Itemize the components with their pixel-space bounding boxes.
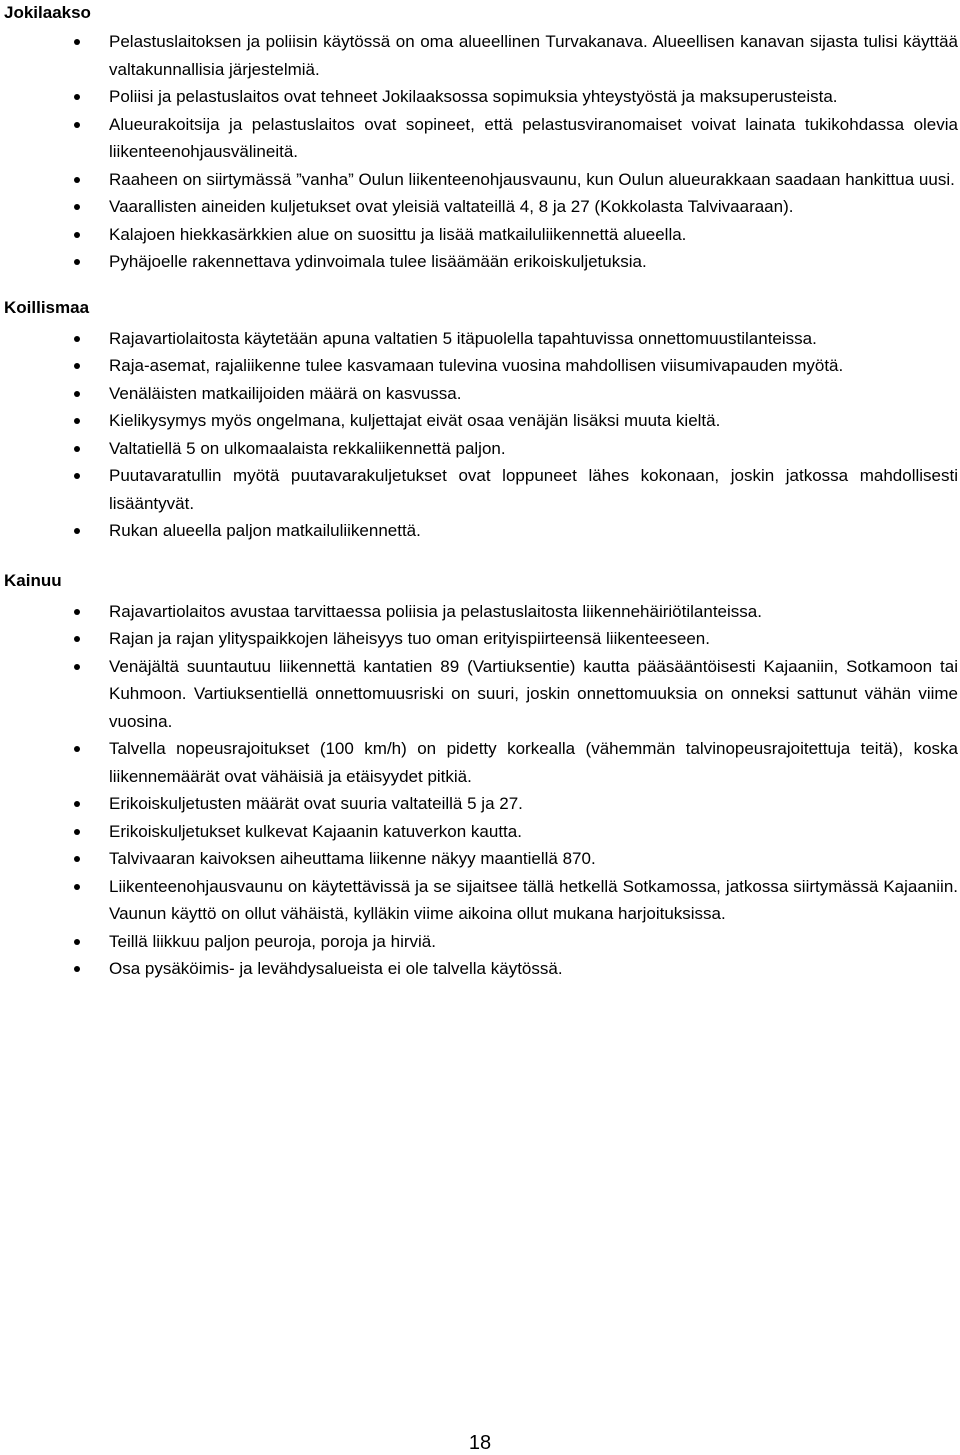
list-item-text: Pelastuslaitoksen ja poliisin käytössä on oma alueellinen Turvakanava. Alueellisen kanavan sijasta tulisi käyttää valtakunnallisia järjestelmiä. xyxy=(109,32,958,79)
bullet-list xyxy=(0,325,960,545)
bullet-icon xyxy=(74,259,80,265)
section-kainuu xyxy=(0,569,960,983)
list-item xyxy=(0,83,960,111)
section-heading: Jokilaakso xyxy=(4,3,91,22)
bullet-icon xyxy=(74,528,80,534)
list-item-text: Erikoiskuljetukset kulkevat Kajaanin katuverkon kautta. xyxy=(109,821,522,841)
list-item xyxy=(0,598,960,626)
list-item-text: Kalajoen hiekkasärkkien alue on suosittu ja lisää matkailuliikennettä alueella. xyxy=(109,224,687,244)
list-item-text: Rajavartiolaitosta käytetään apuna valtatien 5 itäpuolella tapahtuvissa onnettomuustilanteissa. xyxy=(109,328,817,348)
list-item xyxy=(0,845,960,873)
bullet-icon xyxy=(74,363,80,369)
list-item-text: Rukan alueella paljon matkailuliikennettä. xyxy=(109,521,421,540)
bullet-icon xyxy=(74,204,80,210)
list-item xyxy=(0,653,960,736)
list-item xyxy=(0,435,960,463)
list-item-text: Rajan ja rajan ylityspaikkojen läheisyys tuo oman erityispiirteensä liikenteeseen. xyxy=(109,629,710,648)
bullet-icon xyxy=(74,232,80,238)
list-item-text: Venäläisten matkailijoiden määrä on kasvussa. xyxy=(109,383,462,403)
bullet-icon xyxy=(74,746,80,752)
list-item-text: Osa pysäköimis- ja levähdysalueista ei ole talvella käytössä. xyxy=(109,959,563,978)
list-item-text: Rajavartiolaitos avustaa tarvittaessa poliisia ja pelastuslaitosta liikennehäiriötilanteissa. xyxy=(109,601,762,621)
section-jokilaakso xyxy=(0,1,960,276)
list-item xyxy=(0,352,960,380)
list-item xyxy=(0,28,960,83)
list-item xyxy=(0,325,960,353)
list-item xyxy=(0,380,960,408)
bullet-icon xyxy=(74,122,80,128)
list-item xyxy=(0,407,960,435)
list-item xyxy=(0,166,960,194)
bullet-icon xyxy=(74,609,80,615)
bullet-icon xyxy=(74,94,80,100)
bullet-icon xyxy=(74,446,80,452)
list-item xyxy=(0,462,960,517)
list-item-text: Raaheen on siirtymässä ”vanha” Oulun liikenteenohjausvaunu, kun Oulun alueurakkaan saadaan hankittua uusi. xyxy=(109,169,955,189)
list-item-text: Liikenteenohjausvaunu on käytettävissä ja se sijaitsee tällä hetkellä Sotkamossa, jatkossa siirtymässä Kajaaniin. Vaunun käyttö on ollut vähäistä, kylläkin viime aikoina ollut mukana harjoituksissa. xyxy=(109,876,958,923)
list-item-text: Kielikysymys myös ongelmana, kuljettajat eivät osaa venäjän lisäksi muuta kieltä. xyxy=(109,411,721,430)
list-item xyxy=(0,955,960,983)
list-item-text: Talvella nopeusrajoitukset (100 km/h) on pidetty korkealla (vähemmän talvinopeusrajoitettuja teitä), koska liikennemäärät ovat vähäisiä ja etäisyydet pitkiä. xyxy=(109,739,958,786)
list-item-text: Talvivaaran kaivoksen aiheuttama liikenne näkyy maantiellä 870. xyxy=(109,849,596,868)
bullet-icon xyxy=(74,636,80,642)
bullet-icon xyxy=(74,939,80,945)
bullet-icon xyxy=(74,391,80,397)
section-koillismaa xyxy=(0,296,960,545)
list-item xyxy=(0,790,960,818)
bullet-icon xyxy=(74,177,80,183)
list-item-text: Erikoiskuljetusten määrät ovat suuria valtateillä 5 ja 27. xyxy=(109,794,523,813)
list-item xyxy=(0,111,960,166)
list-item xyxy=(0,221,960,249)
list-item-text: Raja-asemat, rajaliikenne tulee kasvamaan tulevina vuosina mahdollisen viisumivapauden myötä. xyxy=(109,356,844,375)
list-item-text: Venäjältä suuntautuu liikennettä kantatien 89 (Vartiuksentie) kautta pääsääntöisesti Kajaaniin, Sotkamoon tai Kuhmoon. Vartiuksentiellä onnettomuusriski on suuri, joskin onnettomuuksia on onneksi sattunut vähän viime vuosina. xyxy=(109,656,958,731)
list-item xyxy=(0,517,960,545)
list-item xyxy=(0,625,960,653)
list-item-text: Teillä liikkuu paljon peuroja, poroja ja hirviä. xyxy=(109,931,436,951)
list-item-text: Puutavaratullin myötä puutavarakuljetukset ovat loppuneet lähes kokonaan, joskin jatkossa mahdollisesti lisääntyvät. xyxy=(109,466,958,513)
list-item xyxy=(0,818,960,846)
list-item-text: Valtatiellä 5 on ulkomaalaista rekkaliikennettä paljon. xyxy=(109,438,506,458)
page-number: 18 xyxy=(468,1432,492,1454)
bullet-icon xyxy=(74,39,80,45)
bullet-icon xyxy=(74,473,80,479)
bullet-icon xyxy=(74,664,80,670)
section-heading: Kainuu xyxy=(4,570,62,590)
bullet-list xyxy=(0,28,960,276)
list-item-text: Poliisi ja pelastuslaitos ovat tehneet Jokilaaksossa sopimuksia yhteystyöstä ja maksuperusteista. xyxy=(109,87,838,106)
list-item xyxy=(0,735,960,790)
list-item-text: Vaarallisten aineiden kuljetukset ovat yleisiä valtateillä 4, 8 ja 27 (Kokkolasta Talvivaaraan). xyxy=(109,197,794,216)
list-item xyxy=(0,873,960,928)
list-item xyxy=(0,248,960,276)
section-heading: Koillismaa xyxy=(4,297,90,317)
bullet-icon xyxy=(74,418,80,424)
bullet-icon xyxy=(74,966,80,972)
list-item-text: Pyhäjoelle rakennettava ydinvoimala tulee lisäämään erikoiskuljetuksia. xyxy=(109,252,647,271)
list-item xyxy=(0,193,960,221)
bullet-icon xyxy=(74,801,80,807)
bullet-icon xyxy=(74,884,80,890)
bullet-icon xyxy=(74,856,80,862)
bullet-icon xyxy=(74,829,80,835)
list-item-text: Alueurakoitsija ja pelastuslaitos ovat sopineet, että pelastusviranomaiset voivat lainata tukikohdassa olevia liikenteenohjausvälineitä. xyxy=(109,114,958,161)
list-item xyxy=(0,928,960,956)
bullet-list xyxy=(0,598,960,983)
bullet-icon xyxy=(74,336,80,342)
